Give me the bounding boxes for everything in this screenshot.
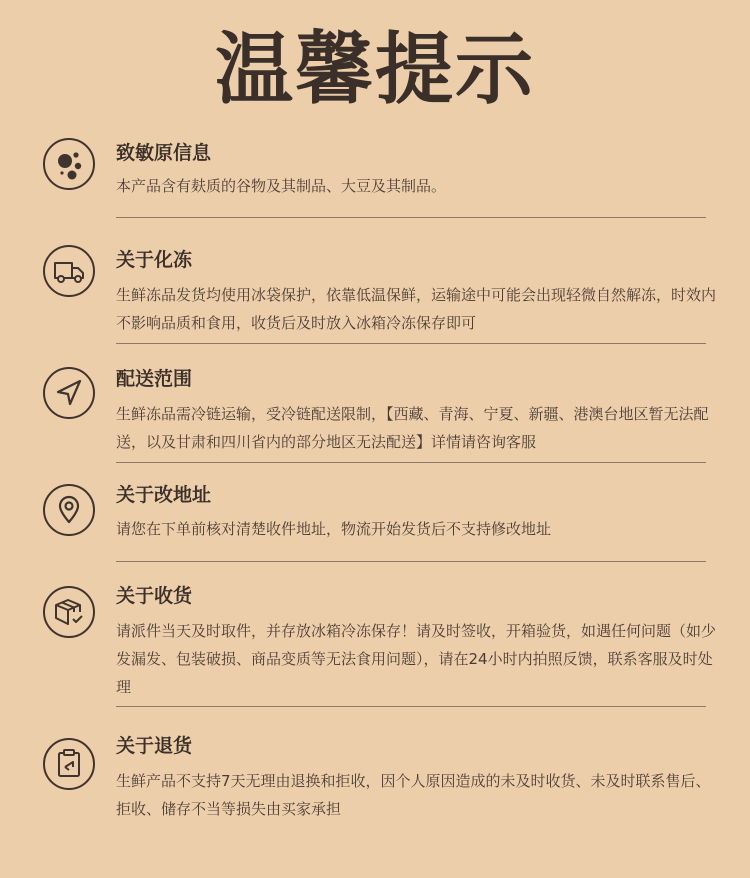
section-heading: 关于化冻 xyxy=(116,249,193,271)
allergen-icon xyxy=(43,138,95,190)
divider xyxy=(116,561,706,562)
section-body: 生鲜产品不支持7天无理由退换和拒收，因个人原因造成的未及时收货、未及时联系售后、拒收、储存不当等损失由买家承担 xyxy=(116,772,711,818)
section-body: 请您在下单前核对清楚收件地址，物流开始发货后不支持修改地址 xyxy=(116,520,552,538)
section-body: 请派件当天及时取件，并存放冰箱冷冻保存！请及时签收，开箱验货，如遇任何问题（如少发漏发、包装破损、商品变质等无法食用问题），请在24小时内拍照反馈，联系客服及时处理 xyxy=(116,622,717,696)
return-clipboard-icon xyxy=(43,738,95,790)
package-box-icon xyxy=(43,586,95,638)
divider xyxy=(116,217,706,218)
section-body: 生鲜冻品需冷链运输，受冷链配送限制，【西藏、青海、宁夏、新疆、港澳台地区暂无法配送，以及甘肃和四川省内的部分地区无法配送】详情请咨询客服 xyxy=(116,405,709,451)
section-heading: 致敏原信息 xyxy=(116,142,212,164)
navigation-arrow-icon xyxy=(43,367,95,419)
section-heading: 配送范围 xyxy=(116,368,193,390)
divider xyxy=(116,343,706,344)
page-title: 温馨提示 xyxy=(214,24,535,115)
location-pin-icon xyxy=(43,484,95,536)
section-body: 生鲜冻品发货均使用冰袋保护，依靠低温保鲜，运输途中可能会出现轻微自然解冻，时效内不影响品质和食用，收货后及时放入冰箱冷冻保存即可 xyxy=(116,286,717,332)
divider xyxy=(116,706,706,707)
delivery-truck-icon xyxy=(43,245,95,297)
section-heading: 关于改地址 xyxy=(116,484,212,506)
section-heading: 关于收货 xyxy=(116,585,193,607)
divider xyxy=(116,462,706,463)
section-body: 本产品含有麸质的谷物及其制品、大豆及其制品。 xyxy=(116,177,447,195)
section-heading: 关于退货 xyxy=(116,735,193,757)
